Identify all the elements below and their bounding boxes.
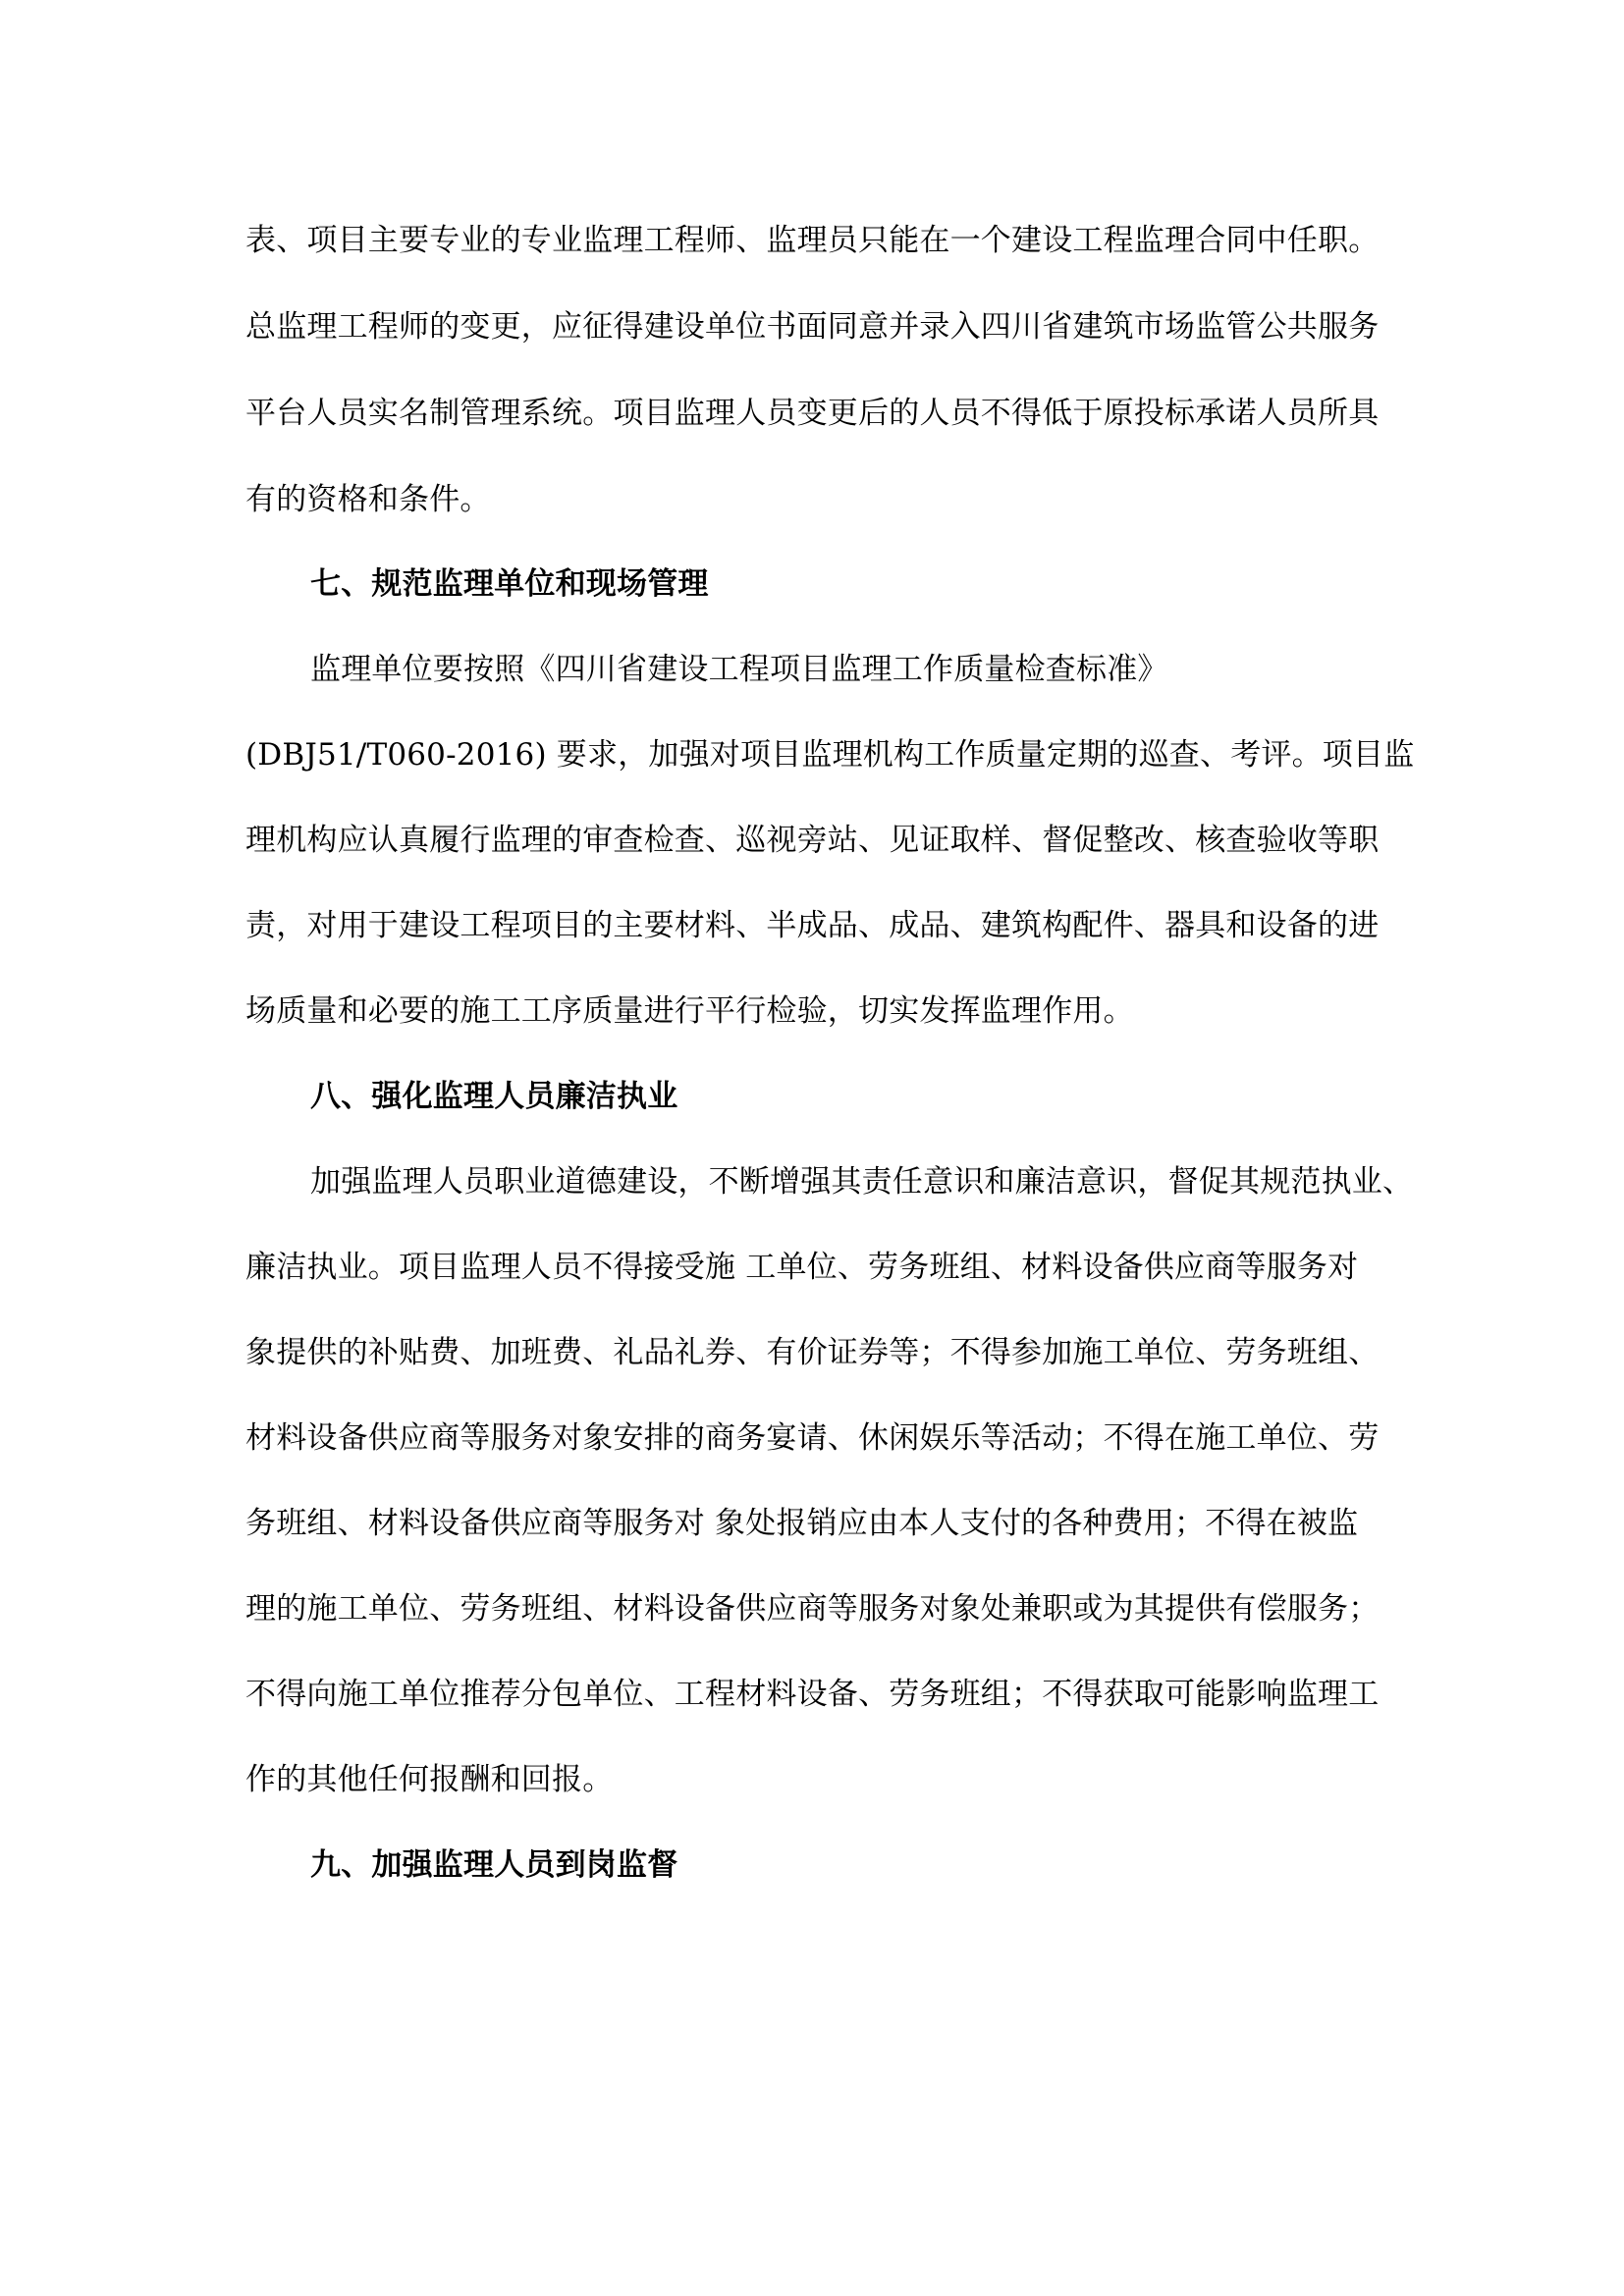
paragraph-line: (DBJ51/T060-2016) 要求，加强对项目监理机构工作质量定期的巡查、考评。项目监: [245, 737, 1415, 773]
paragraph-line: 理机构应认真履行监理的审查检查、巡视旁站、见证取样、督促整改、核查验收等职: [245, 823, 1380, 858]
paragraph-line: 加强监理人员职业道德建设，不断增强其责任意识和廉洁意识，督促其规范执业、: [310, 1164, 1414, 1200]
paragraph-line: 材料设备供应商等服务对象安排的商务宴请、休闲娱乐等活动；不得在施工单位、劳: [245, 1420, 1380, 1456]
paragraph-line: 场质量和必要的施工工序质量进行平行检验，切实发挥监理作用。: [245, 993, 1134, 1029]
section-heading-9: 九、加强监理人员到岗监督: [310, 1847, 678, 1883]
paragraph-line: 平台人员实名制管理系统。项目监理人员变更后的人员不得低于原投标承诺人员所具: [245, 396, 1380, 431]
paragraph-line: 监理单位要按照《四川省建设工程项目监理工作质量检查标准》: [310, 652, 1168, 687]
paragraph-line: 总监理工程师的变更，应征得建设单位书面同意并录入四川省建筑市场监管公共服务: [245, 309, 1380, 345]
paragraph-line: 廉洁执业。项目监理人员不得接受施 工单位、劳务班组、材料设备供应商等服务对: [245, 1250, 1359, 1285]
paragraph-line: 理的施工单位、劳务班组、材料设备供应商等服务对象处兼职或为其提供有偿服务；: [245, 1591, 1380, 1627]
paragraph-line: 表、项目主要专业的专业监理工程师、监理员只能在一个建设工程监理合同中任职。: [245, 223, 1380, 258]
paragraph-line: 作的其他任何报酬和回报。: [245, 1762, 614, 1797]
section-heading-8: 八、强化监理人员廉洁执业: [310, 1079, 678, 1114]
paragraph-line: 务班组、材料设备供应商等服务对 象处报销应由本人支付的各种费用；不得在被监: [245, 1506, 1359, 1541]
section-heading-7: 七、规范监理单位和现场管理: [310, 566, 709, 602]
paragraph-line: 象提供的补贴费、加班费、礼品礼券、有价证券等；不得参加施工单位、劳务班组、: [245, 1335, 1380, 1370]
paragraph-line: 责，对用于建设工程项目的主要材料、半成品、成品、建筑构配件、器具和设备的进: [245, 908, 1380, 943]
paragraph-line: 有的资格和条件。: [245, 482, 491, 517]
paragraph-line: 不得向施工单位推荐分包单位、工程材料设备、劳务班组；不得获取可能影响监理工: [245, 1677, 1380, 1712]
